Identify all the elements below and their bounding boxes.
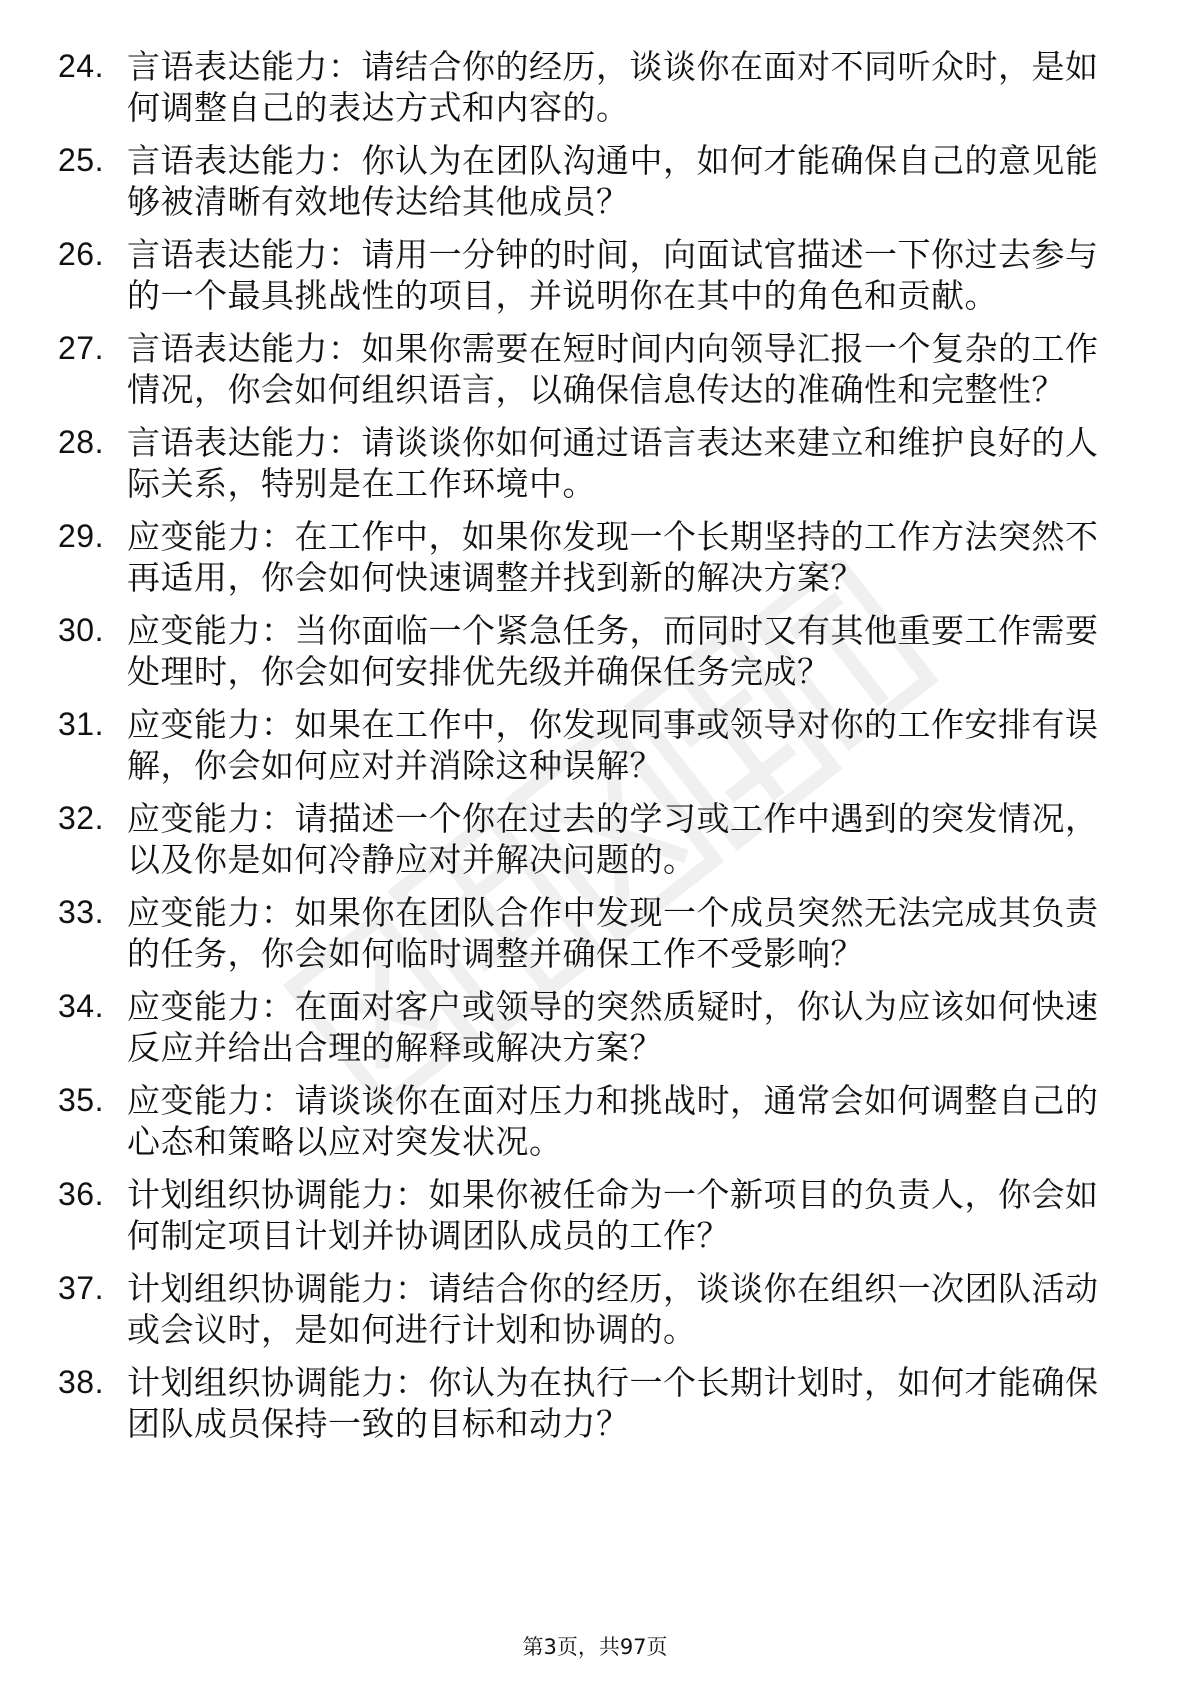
- question-text: 计划组织协调能力：如果你被任命为一个新项目的负责人，你会如何制定项目计划并协调团队成员的工作？: [127, 1175, 1099, 1255]
- question-text: 应变能力：当你面临一个紧急任务，而同时又有其他重要工作需要处理时，你会如何安排优先级并确保任务完成？: [127, 611, 1099, 691]
- question-item: [0, 328, 1107, 410]
- question-text: 应变能力：如果在工作中，你发现同事或领导对你的工作安排有误解，你会如何应对并消除这种误解？: [127, 705, 1099, 785]
- question-item: [0, 610, 1107, 692]
- question-text: 言语表达能力：如果你需要在短时间内向领导汇报一个复杂的工作情况，你会如何组织语言，以确保信息传达的准确性和完整性？: [127, 329, 1099, 409]
- question-number: 38.: [58, 1364, 104, 1400]
- question-list: [0, 46, 1190, 1456]
- question-text: 言语表达能力：请结合你的经历，谈谈你在面对不同听众时，是如何调整自己的表达方式和内容的。: [127, 47, 1099, 127]
- question-text: 计划组织协调能力：你认为在执行一个长期计划时，如何才能确保团队成员保持一致的目标和动力？: [127, 1363, 1099, 1443]
- question-number: 30.: [58, 612, 104, 648]
- question-text: 言语表达能力：请用一分钟的时间，向面试官描述一下你过去参与的一个最具挑战性的项目，并说明你在其中的角色和贡献。: [127, 235, 1099, 315]
- question-text: 应变能力：请谈谈你在面对压力和挑战时，通常会如何调整自己的心态和策略以应对突发状况。: [127, 1081, 1099, 1161]
- question-item: [0, 1080, 1107, 1162]
- question-number: 28.: [58, 424, 104, 460]
- question-text: 应变能力：请描述一个你在过去的学习或工作中遇到的突发情况，以及你是如何冷静应对并解决问题的。: [127, 799, 1099, 879]
- question-item: [0, 986, 1107, 1068]
- question-item: [0, 516, 1107, 598]
- question-number: 37.: [58, 1270, 104, 1306]
- question-item: [0, 140, 1107, 222]
- question-text: 计划组织协调能力：请结合你的经历，谈谈你在组织一次团队活动或会议时，是如何进行计划和协调的。: [127, 1269, 1099, 1349]
- question-text: 应变能力：如果你在团队合作中发现一个成员突然无法完成其负责的任务，你会如何临时调整并确保工作不受影响？: [127, 893, 1099, 973]
- question-text: 言语表达能力：请谈谈你如何通过语言表达来建立和维护良好的人际关系，特别是在工作环境中。: [127, 423, 1099, 503]
- question-text: 应变能力：在工作中，如果你发现一个长期坚持的工作方法突然不再适用，你会如何快速调整并找到新的解决方案？: [127, 517, 1099, 597]
- question-number: 33.: [58, 894, 104, 930]
- question-item: [0, 422, 1107, 504]
- question-item: [0, 1174, 1107, 1256]
- question-number: 29.: [58, 518, 104, 554]
- question-number: 34.: [58, 988, 104, 1024]
- question-number: 24.: [58, 48, 104, 84]
- question-number: 31.: [58, 706, 104, 742]
- question-number: 35.: [58, 1082, 104, 1118]
- question-number: 26.: [58, 236, 104, 272]
- question-item: [0, 1362, 1107, 1444]
- question-item: [0, 234, 1107, 316]
- page-number: 第3页，共97页: [522, 1635, 668, 1659]
- question-number: 36.: [58, 1176, 104, 1212]
- question-item: [0, 1268, 1107, 1350]
- question-item: [0, 704, 1107, 786]
- question-item: [0, 798, 1107, 880]
- question-item: [0, 892, 1107, 974]
- question-number: 27.: [58, 330, 104, 366]
- question-text: 言语表达能力：你认为在团队沟通中，如何才能确保自己的意见能够被清晰有效地传达给其他成员？: [127, 141, 1099, 221]
- question-item: [0, 46, 1107, 128]
- question-number: 25.: [58, 142, 104, 178]
- question-text: 应变能力：在面对客户或领导的突然质疑时，你认为应该如何快速反应并给出合理的解释或解决方案？: [127, 987, 1099, 1067]
- question-number: 32.: [58, 800, 104, 836]
